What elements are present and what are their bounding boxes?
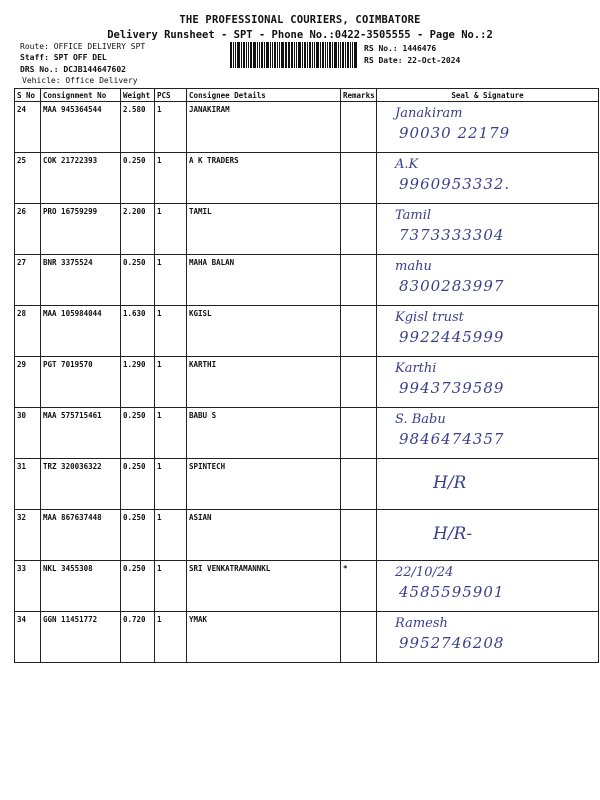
- cell-consignee: BABU S: [187, 408, 341, 459]
- cell-signature: [377, 102, 599, 153]
- cell-remarks: [341, 612, 377, 663]
- cell-pcs: 1: [155, 561, 187, 612]
- cell-weight: 0.250: [121, 510, 155, 561]
- cell-consignment: PGT 7019570: [41, 357, 121, 408]
- rs-date: RS Date: 22-Oct-2024: [364, 56, 461, 65]
- signature-handwritten-name: Karthi: [395, 361, 437, 376]
- cell-weight: 1.630: [121, 306, 155, 357]
- cell-sno: 34: [15, 612, 41, 663]
- cell-pcs: 1: [155, 408, 187, 459]
- cell-consignment: GGN 11451772: [41, 612, 121, 663]
- signature-handwritten-name: Tamil: [395, 208, 432, 223]
- table-row: [15, 102, 599, 153]
- cell-consignee: A K TRADERS: [187, 153, 341, 204]
- signature-handwritten-name: 22/10/24: [395, 565, 454, 580]
- cell-weight: 1.290: [121, 357, 155, 408]
- table-row: [15, 561, 599, 612]
- cell-pcs: 1: [155, 204, 187, 255]
- signature-handwritten-name: Ramesh: [395, 616, 448, 631]
- table-row: [15, 408, 599, 459]
- signature-handwritten-mark: H/R: [433, 473, 467, 493]
- signature-handwritten-phone: 9960953332.: [399, 175, 511, 193]
- rs-number: RS No.: 1446476: [364, 44, 437, 53]
- cell-weight: 0.720: [121, 612, 155, 663]
- cell-consignment: MAA 945364544: [41, 102, 121, 153]
- cell-remarks: [341, 459, 377, 510]
- signature-handwritten-name: S. Babu: [395, 412, 446, 427]
- cell-remarks: [341, 153, 377, 204]
- cell-signature: [377, 612, 599, 663]
- cell-remarks: [341, 510, 377, 561]
- signature-handwritten-phone: 9846474357: [399, 430, 505, 448]
- cell-sno: 25: [15, 153, 41, 204]
- cell-sno: 30: [15, 408, 41, 459]
- cell-consignee: MAHA BALAN: [187, 255, 341, 306]
- cell-weight: 0.250: [121, 459, 155, 510]
- runsheet-table: [14, 88, 599, 663]
- cell-consignee: JANAKIRAM: [187, 102, 341, 153]
- cell-signature: [377, 153, 599, 204]
- cell-sno: 33: [15, 561, 41, 612]
- signature-handwritten-name: mahu: [395, 259, 432, 274]
- cell-consignment: COK 21722393: [41, 153, 121, 204]
- cell-remarks: [341, 255, 377, 306]
- signature-handwritten-name: A.K: [395, 157, 419, 172]
- signature-handwritten-name: Kgisl trust: [395, 310, 464, 325]
- barcode-image: [230, 42, 358, 68]
- table-row: [15, 612, 599, 663]
- document-subtitle: Delivery Runsheet - SPT - Phone No.:0422-3505555 - Page No.:2: [107, 29, 493, 41]
- cell-remarks: [341, 102, 377, 153]
- cell-remarks: [341, 204, 377, 255]
- cell-consignment: BNR 3375524: [41, 255, 121, 306]
- signature-handwritten-name: Janakiram: [395, 106, 463, 121]
- cell-signature: [377, 357, 599, 408]
- cell-pcs: 1: [155, 102, 187, 153]
- cell-pcs: 1: [155, 510, 187, 561]
- signature-handwritten-phone: 7373333304: [399, 226, 505, 244]
- table-row: [15, 255, 599, 306]
- signature-handwritten-phone: 8300283997: [399, 277, 505, 295]
- cell-signature: [377, 306, 599, 357]
- cell-sno: 27: [15, 255, 41, 306]
- cell-remarks: [341, 306, 377, 357]
- col-remarks: Remarks: [341, 89, 377, 102]
- drs-number: DRS No.: DCJB144647602: [20, 65, 126, 74]
- cell-consignment: MAA 867637448: [41, 510, 121, 561]
- document-title: THE PROFESSIONAL COURIERS, COIMBATORE: [179, 14, 421, 26]
- cell-sno: 28: [15, 306, 41, 357]
- cell-consignee: KARTHI: [187, 357, 341, 408]
- signature-handwritten-mark: H/R-: [433, 524, 473, 544]
- cell-signature: [377, 204, 599, 255]
- cell-consignee: TAMIL: [187, 204, 341, 255]
- cell-weight: 0.250: [121, 255, 155, 306]
- signature-handwritten-phone: 90030 22179: [399, 124, 511, 142]
- cell-signature: [377, 255, 599, 306]
- cell-sno: 31: [15, 459, 41, 510]
- cell-consignee: YMAK: [187, 612, 341, 663]
- signature-handwritten-phone: 9943739589: [399, 379, 505, 397]
- cell-consignment: MAA 105984044: [41, 306, 121, 357]
- cell-remarks: [341, 408, 377, 459]
- staff-label: Staff: SPT OFF DEL: [20, 53, 107, 62]
- cell-pcs: 1: [155, 306, 187, 357]
- table-row: [15, 459, 599, 510]
- vehicle-label: Vehicle: Office Delivery: [22, 76, 138, 85]
- cell-pcs: 1: [155, 459, 187, 510]
- cell-sno: 29: [15, 357, 41, 408]
- cell-consignment: MAA 575715461: [41, 408, 121, 459]
- cell-signature: [377, 510, 599, 561]
- cell-sno: 24: [15, 102, 41, 153]
- cell-consignee: SRI VENKATRAMANNKL: [187, 561, 341, 612]
- col-pcs: PCS: [155, 89, 187, 102]
- cell-weight: 0.250: [121, 408, 155, 459]
- col-sno: S No: [15, 89, 41, 102]
- signature-handwritten-phone: 9922445999: [399, 328, 505, 346]
- col-signature: Seal & Signature: [377, 89, 599, 102]
- table-row: [15, 204, 599, 255]
- cell-consignee: SPINTECH: [187, 459, 341, 510]
- signature-handwritten-phone: 4585595901: [399, 583, 505, 601]
- cell-pcs: 1: [155, 612, 187, 663]
- cell-consignee: ASIAN: [187, 510, 341, 561]
- col-consignee: Consignee Details: [187, 89, 341, 102]
- cell-weight: 2.200: [121, 204, 155, 255]
- col-weight: Weight: [121, 89, 155, 102]
- cell-weight: 2.580: [121, 102, 155, 153]
- table-row: [15, 153, 599, 204]
- cell-consignment: TRZ 320036322: [41, 459, 121, 510]
- cell-consignment: NKL 3455308: [41, 561, 121, 612]
- cell-remarks: *: [341, 561, 377, 612]
- cell-consignment: PRO 16759299: [41, 204, 121, 255]
- cell-signature: [377, 408, 599, 459]
- cell-sno: 32: [15, 510, 41, 561]
- signature-handwritten-phone: 9952746208: [399, 634, 505, 652]
- table-row: [15, 510, 599, 561]
- cell-signature: [377, 561, 599, 612]
- cell-pcs: 1: [155, 153, 187, 204]
- cell-remarks: [341, 357, 377, 408]
- col-consignment: Consignment No: [41, 89, 121, 102]
- cell-consignee: KGISL: [187, 306, 341, 357]
- route-label: Route: OFFICE DELIVERY SPT: [20, 42, 146, 51]
- table-row: [15, 357, 599, 408]
- table-row: [15, 306, 599, 357]
- cell-weight: 0.250: [121, 153, 155, 204]
- cell-pcs: 1: [155, 357, 187, 408]
- cell-signature: [377, 459, 599, 510]
- cell-pcs: 1: [155, 255, 187, 306]
- cell-weight: 0.250: [121, 561, 155, 612]
- cell-sno: 26: [15, 204, 41, 255]
- table-header-row: [15, 89, 599, 102]
